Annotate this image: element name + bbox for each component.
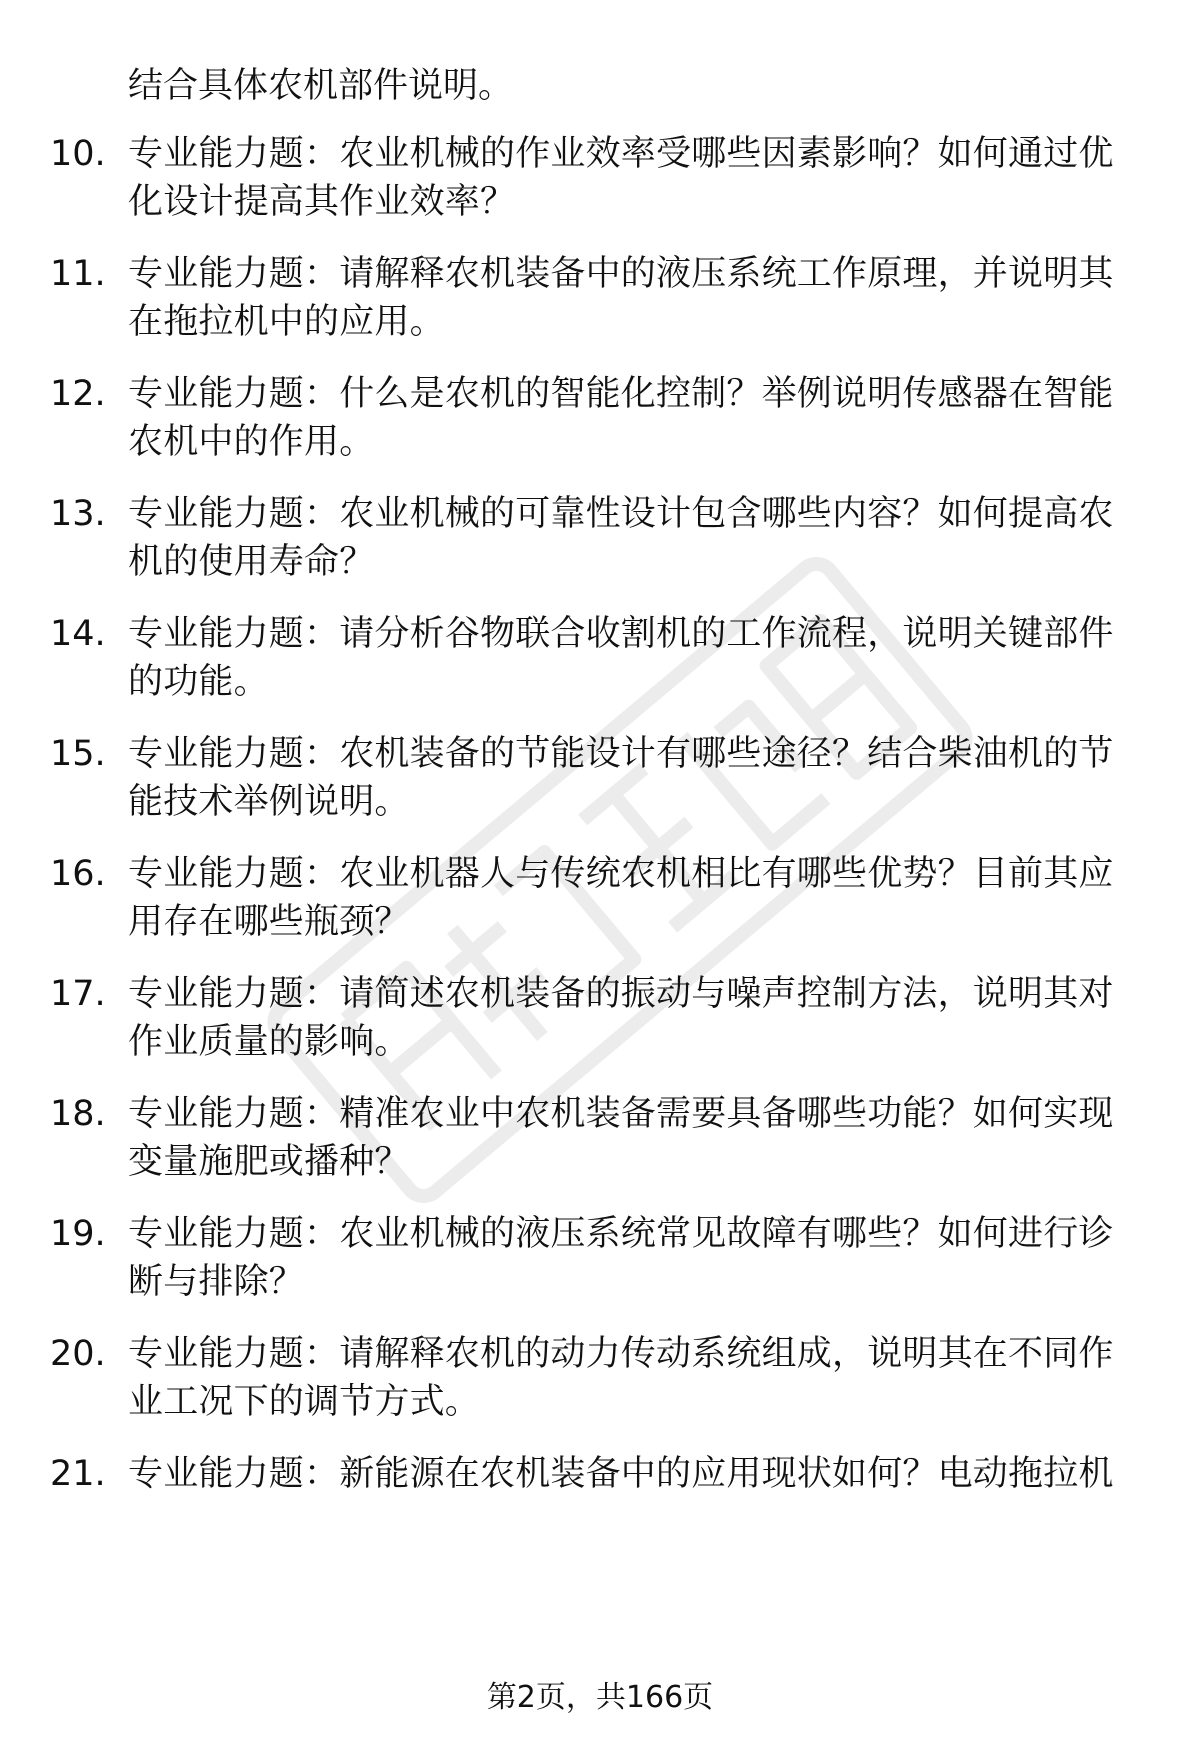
question-text: 专业能力题：农机装备的节能设计有哪些途径？结合柴油机的节能技术举例说明。: [128, 734, 1114, 822]
question-text: 专业能力题：农业机械的液压系统常见故障有哪些？如何进行诊断与排除？: [128, 1214, 1114, 1302]
list-item: [0, 490, 1200, 600]
question-number: 21.: [50, 1454, 106, 1494]
question-text: 专业能力题：农业机器人与传统农机相比有哪些优势？目前其应用存在哪些瓶颈？: [128, 854, 1114, 942]
question-number: 19.: [50, 1214, 106, 1254]
page-footer: 第2页，共166页: [486, 1680, 714, 1715]
question-text: 专业能力题：农业机械的可靠性设计包含哪些内容？如何提高农机的使用寿命？: [128, 494, 1114, 582]
question-text: 专业能力题：农业机械的作业效率受哪些因素影响？如何通过优化设计提高其作业效率？: [128, 134, 1114, 222]
list-item: [0, 370, 1200, 480]
question-number: 12.: [50, 374, 106, 414]
list-item: [0, 1330, 1200, 1440]
question-text: 专业能力题：请分析谷物联合收割机的工作流程，说明关键部件的功能。: [128, 614, 1114, 702]
continuation-text: 结合具体农机部件说明。: [128, 66, 514, 106]
question-number: 20.: [50, 1334, 106, 1374]
list-item: [0, 850, 1200, 960]
question-text: 专业能力题：新能源在农机装备中的应用现状如何？电动拖拉机: [128, 1454, 1114, 1494]
list-item: [0, 730, 1200, 840]
question-text: 专业能力题：请解释农机的动力传动系统组成，说明其在不同作业工况下的调节方式。: [128, 1334, 1114, 1422]
question-text: 专业能力题：请简述农机装备的振动与噪声控制方法，说明其对作业质量的影响。: [128, 974, 1114, 1062]
question-number: 18.: [50, 1094, 106, 1134]
question-number: 11.: [50, 254, 106, 294]
list-item: [0, 130, 1200, 240]
question-number: 14.: [50, 614, 106, 654]
list-item: [0, 970, 1200, 1080]
question-number: 10.: [50, 134, 106, 174]
question-text: 专业能力题：精准农业中农机装备需要具备哪些功能？如何实现变量施肥或播种？: [128, 1094, 1114, 1182]
list-item: [0, 250, 1200, 360]
list-item: [0, 1090, 1200, 1200]
list-item: [0, 610, 1200, 720]
question-number: 17.: [50, 974, 106, 1014]
question-text: 专业能力题：请解释农机装备中的液压系统工作原理，并说明其在拖拉机中的应用。: [128, 254, 1114, 342]
question-text: 专业能力题：什么是农机的智能化控制？举例说明传感器在智能农机中的作用。: [128, 374, 1114, 462]
question-number: 13.: [50, 494, 106, 534]
question-number: 16.: [50, 854, 106, 894]
list-item: [0, 1450, 1200, 1560]
question-number: 15.: [50, 734, 106, 774]
list-item: [0, 1210, 1200, 1320]
